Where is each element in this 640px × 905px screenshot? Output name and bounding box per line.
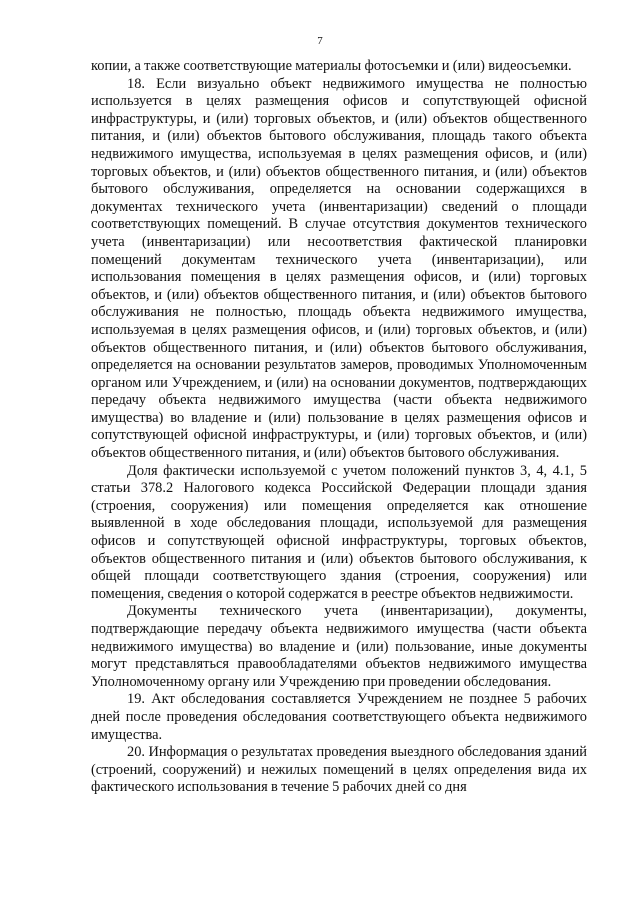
page-number: 7	[317, 35, 323, 47]
paragraph-share: Доля фактически используемой с учетом положений пунктов 3, 4, 4.1, 5 статьи 378.2 Налогового кодекса Российской Федерации площади здания (строения, сооружения) или помещения определяется как отношение выявленной в ходе обследования площади, используемой для размещения офисов и сопутствующей офисной инфраструктуры, торговых объектов, объектов общественного питания и (или) объектов бытового обслуживания, к общей площади соответствующего здания (строения, сооружения) или помещения, сведения о которой содержатся в реестре объектов недвижимости.	[91, 462, 587, 602]
paragraph-documents: Документы технического учета (инвентаризации), документы, подтверждающие передачу объекта недвижимого имущества (части объекта недвижимого имущества) во владение и (или) пользование, иные документы могут представляться правообладателями объектов недвижимого имущества Уполномоченному органу или Учреждению при проведении обследования.	[91, 603, 587, 690]
paragraph-item-18: 18. Если визуально объект недвижимого имущества не полностью используется в целях размещения офисов и сопутствующей офисной инфраструктуры, и (или) торговых объектов, и (или) объектов общественного питания, и (или) объектов бытового обслуживания, площадь такого объекта недвижимого имущества, используемая в целях размещения офисов, и (или) торговых объектов, и (или) объектов общественного питания, и (или) объектов бытового обслуживания, определяется на основании содержащихся в документах технического учета (инвентаризации) сведений о площади соответствующих помещений. В случае отсутствия документов технического учета (инвентаризации) или несоответствия фактической планировки помещений документам технического учета (инвентаризации), или использования помещения в целях размещения офисов, и (или) торговых объектов, и (или) объектов общественного питания, и (или) объектов бытового обслуживания не полностью, площадь объекта недвижимого имущества, используемая в целях размещения офисов, и (или) торговых объектов, и (или) объектов общественного питания, и (или) объектов бытового обслуживания, определяется на основании результатов замеров, проводимых Уполномоченным органом или Учреждением, и (или) на основании документов, подтверждающих передачу объекта недвижимого имущества (части объекта недвижимого имущества) во владение и (или) пользование в целях размещения офисов и сопутствующей офисной инфраструктуры, и (или) торговых объектов, и (или) объектов общественного питания, и (или) объектов бытового обслуживания.	[91, 75, 587, 462]
paragraph-copies: копии, а также соответствующие материалы фотосъемки и (или) видеосъемки.	[91, 58, 572, 74]
paragraph-item-19: 19. Акт обследования составляется Учреждением не позднее 5 рабочих дней после проведения обследования соответствующего объекта недвижимого имущества.	[91, 691, 587, 743]
document-body	[91, 58, 587, 797]
paragraph-item-20: 20. Информация о результатах проведения выездного обследования зданий (строений, сооружений) и нежилых помещений в целях определения вида их фактического использования в течение 5 рабочих дней со дня	[91, 744, 587, 796]
